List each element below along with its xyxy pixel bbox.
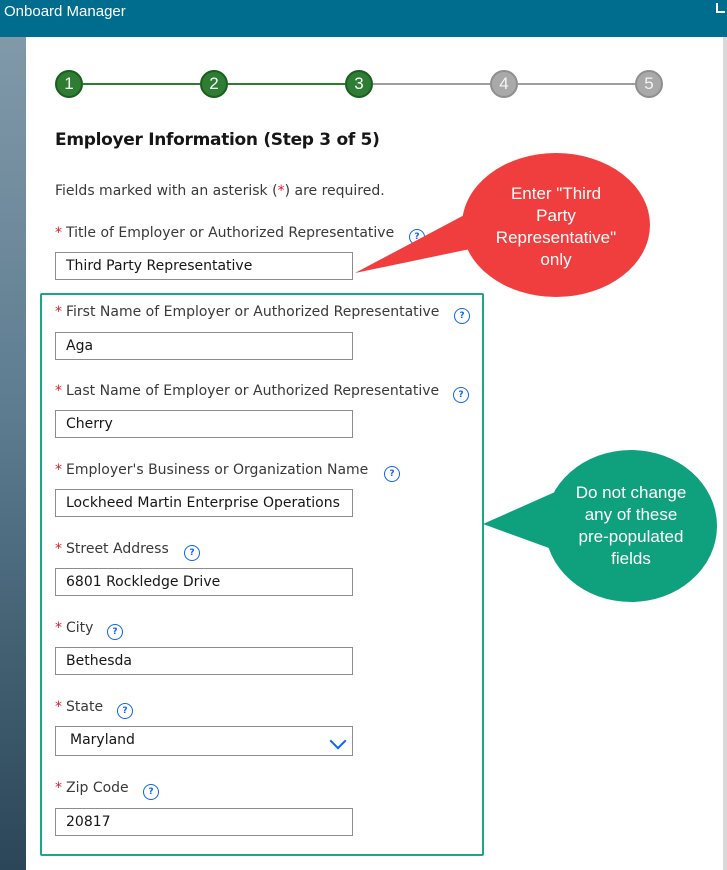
- last-name-label: * Last Name of Employer or Authorized Representative: [55, 383, 440, 399]
- street-input[interactable]: 6801 Rockledge Drive: [55, 568, 353, 596]
- street-help-icon[interactable]: ?: [184, 545, 200, 561]
- step-3[interactable]: 3: [345, 70, 373, 98]
- step-5: 5: [635, 70, 663, 98]
- red-callout-text: Enter "Third Party Representative" only: [495, 184, 617, 269]
- state-label: * State: [55, 699, 104, 715]
- city-label: * City: [55, 620, 94, 636]
- last-name-input[interactable]: Cherry: [55, 410, 353, 438]
- step-2[interactable]: 2: [200, 70, 228, 98]
- required-note: Fields marked with an asterisk (*) are required.: [55, 183, 385, 199]
- business-name-label: * Employer's Business or Organization Name: [55, 462, 369, 478]
- title-input[interactable]: Third Party Representative: [55, 252, 353, 280]
- city-help-icon[interactable]: ?: [107, 624, 123, 640]
- last-name-help-icon[interactable]: ?: [453, 387, 469, 403]
- state-select[interactable]: Maryland: [55, 726, 353, 756]
- title-label: * Title of Employer or Authorized Representative: [55, 225, 395, 241]
- first-name-help-icon[interactable]: ?: [454, 308, 470, 324]
- state-help-icon[interactable]: ?: [117, 703, 133, 719]
- zip-input[interactable]: 20817: [55, 808, 353, 836]
- green-callout-text: Do not change any of these pre-populated fields: [575, 483, 687, 568]
- business-name-input[interactable]: Lockheed Martin Enterprise Operations: [55, 489, 353, 517]
- step-1[interactable]: 1: [55, 70, 83, 98]
- zip-help-icon[interactable]: ?: [143, 784, 159, 800]
- zip-label: * Zip Code: [55, 780, 129, 796]
- first-name-label: * First Name of Employer or Authorized Representative: [55, 304, 440, 320]
- step-4: 4: [490, 70, 518, 98]
- title-help-icon[interactable]: ?: [409, 229, 425, 245]
- street-label: * Street Address: [55, 541, 169, 557]
- business-name-help-icon[interactable]: ?: [384, 466, 400, 482]
- city-input[interactable]: Bethesda: [55, 647, 353, 675]
- page-title: Employer Information (Step 3 of 5): [55, 130, 380, 150]
- first-name-input[interactable]: Aga: [55, 332, 353, 360]
- app-title: Onboard Manager: [4, 3, 126, 20]
